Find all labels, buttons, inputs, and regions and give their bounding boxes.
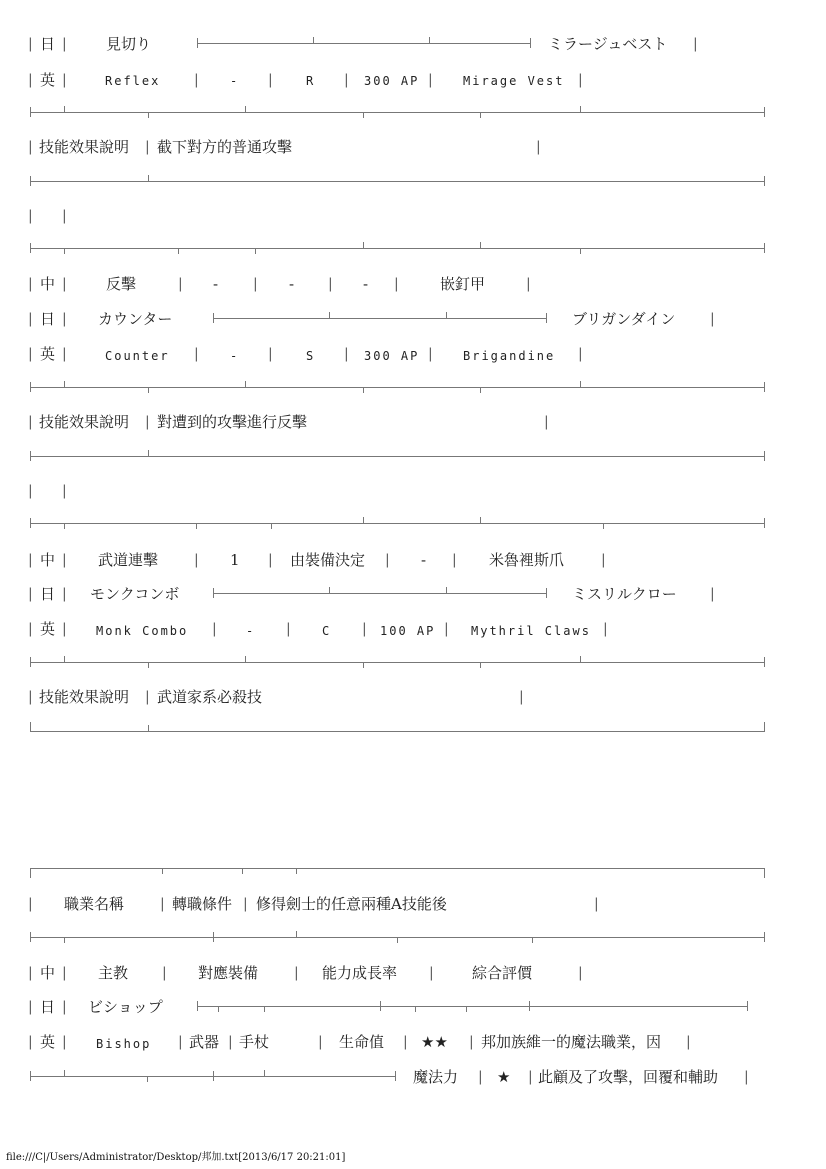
- tick: [480, 387, 481, 393]
- pipe: |: [318, 1034, 323, 1050]
- tick: [603, 523, 604, 529]
- skill-desc: 武道家系必殺技: [157, 688, 263, 706]
- skill-ap-en: 300 AP: [364, 74, 420, 88]
- pipe: |: [544, 414, 549, 430]
- tick: [580, 106, 581, 112]
- separator-line: [30, 387, 764, 388]
- pipe: |: [578, 965, 583, 981]
- separator-line: [213, 593, 546, 594]
- pipe: |: [294, 965, 299, 981]
- tick: [296, 868, 297, 874]
- tick: [148, 662, 149, 668]
- line-cap: [30, 932, 31, 942]
- tick: [64, 106, 65, 112]
- line-cap: [30, 382, 31, 392]
- pipe: |: [28, 414, 33, 430]
- skill-desc: 截下對方的普通攻擊: [157, 138, 293, 156]
- pipe: |: [594, 896, 599, 912]
- tick: [245, 106, 246, 112]
- table-top-line: [30, 868, 764, 869]
- tick: [363, 387, 364, 393]
- pipe: |: [710, 311, 715, 327]
- pipe: |: [403, 1034, 408, 1050]
- job-hp-label: 生命值: [339, 1033, 385, 1051]
- line-cap: [30, 518, 31, 528]
- tick: [580, 248, 581, 254]
- skill-col2-en: R: [306, 74, 316, 88]
- separator-line: [30, 662, 764, 663]
- job-weapon-label: 武器: [189, 1033, 220, 1051]
- pipe: |: [452, 552, 457, 568]
- tick: [429, 37, 430, 43]
- pipe: |: [62, 621, 67, 637]
- pipe: |: [162, 965, 167, 981]
- tick: [580, 656, 581, 662]
- separator-line: [30, 112, 764, 113]
- armor-name-zh: 嵌釘甲: [440, 275, 486, 293]
- job-mp-stars: ★: [497, 1068, 511, 1086]
- line-cap: [546, 588, 547, 598]
- tick: [148, 450, 149, 456]
- tick: [480, 112, 481, 118]
- tick: [313, 37, 314, 43]
- armor-name-ja: ミラージュベスト: [548, 35, 668, 53]
- pipe: |: [28, 552, 33, 568]
- pipe: |: [385, 552, 390, 568]
- tick: [148, 725, 149, 731]
- line-cap: [30, 722, 31, 732]
- page-footer-path: file:///C|/Users/Administrator/Desktop/邦加.txt[2013/6/17 20:21:01]: [6, 1152, 346, 1163]
- line-cap: [395, 1071, 396, 1081]
- tick: [329, 587, 330, 593]
- tick: [363, 242, 364, 248]
- pipe: |: [394, 276, 399, 292]
- tick: [64, 656, 65, 662]
- pipe: |: [28, 346, 33, 362]
- lang-label-ja: 日: [40, 998, 56, 1016]
- skill-col1-zh: 1: [230, 551, 240, 569]
- tick: [363, 112, 364, 118]
- pipe: |: [28, 999, 33, 1015]
- job-name-ja: ビショップ: [88, 998, 163, 1016]
- pipe: |: [344, 346, 349, 362]
- job-name-zh: 主教: [98, 964, 129, 982]
- line-cap: [30, 657, 31, 667]
- armor-name-en: Brigandine: [463, 349, 556, 363]
- separator-line: [30, 456, 764, 457]
- line-cap: [764, 107, 765, 117]
- line-cap: [30, 176, 31, 186]
- pipe: |: [62, 72, 67, 88]
- pipe: |: [268, 72, 273, 88]
- job-weapon-value: 手杖: [239, 1033, 270, 1051]
- tick: [64, 1070, 65, 1076]
- skill-name-zh: 反擊: [106, 275, 137, 293]
- tick: [271, 523, 272, 529]
- tick: [363, 517, 364, 523]
- lang-label-en: 英: [40, 345, 56, 363]
- tick: [64, 248, 65, 254]
- pipe: |: [526, 276, 531, 292]
- job-cond-value: 修得劍士的任意兩種A技能後: [256, 895, 447, 913]
- lang-label-ja: 日: [40, 35, 56, 53]
- pipe: |: [428, 72, 433, 88]
- skill-col1-zh: -: [213, 275, 219, 293]
- pipe: |: [28, 965, 33, 981]
- pipe: |: [145, 414, 150, 430]
- pipe: |: [145, 139, 150, 155]
- line-cap: [764, 451, 765, 461]
- skill-desc-label: 技能效果說明: [39, 413, 130, 431]
- tick: [397, 937, 398, 943]
- pipe: |: [744, 1069, 749, 1085]
- pipe: |: [62, 999, 67, 1015]
- pipe: |: [62, 311, 67, 327]
- pipe: |: [601, 552, 606, 568]
- pipe: |: [178, 1034, 183, 1050]
- tick: [329, 312, 330, 318]
- job-desc-line1: 邦加族維一的魔法職業，因: [481, 1033, 662, 1051]
- job-mp-label: 魔法力: [413, 1068, 459, 1086]
- skill-ap-en: 300 AP: [364, 349, 420, 363]
- pipe: |: [253, 276, 258, 292]
- tick: [162, 868, 163, 874]
- skill-desc-label: 技能效果說明: [39, 138, 130, 156]
- armor-name-ja: ミスリルクロー: [572, 585, 677, 603]
- pipe: |: [62, 586, 67, 602]
- lang-label-en: 英: [40, 1033, 56, 1051]
- armor-name-zh: 米魯裡斯爪: [489, 551, 565, 569]
- line-cap: [764, 868, 765, 878]
- lang-label-ja: 日: [40, 585, 56, 603]
- tick: [415, 1006, 416, 1012]
- tick: [64, 523, 65, 529]
- line-cap: [764, 243, 765, 253]
- job-name-en: Bishop: [96, 1037, 152, 1051]
- skill-col2-en: S: [306, 349, 316, 363]
- pipe: |: [194, 346, 199, 362]
- pipe: |: [328, 276, 333, 292]
- pipe: |: [62, 346, 67, 362]
- pipe: |: [519, 689, 524, 705]
- line-cap: [764, 657, 765, 667]
- job-header-rating: 綜合評價: [472, 964, 533, 982]
- armor-name-en: Mythril Claws: [471, 624, 591, 638]
- line-cap: [30, 868, 31, 878]
- line-cap: [30, 243, 31, 253]
- pipe: |: [62, 36, 67, 52]
- skill-name-en: Counter: [105, 349, 170, 363]
- pipe: |: [286, 621, 291, 637]
- pipe: |: [710, 586, 715, 602]
- line-cap: [213, 1071, 214, 1081]
- skill-ap-en: 100 AP: [380, 624, 436, 638]
- pipe: |: [268, 552, 273, 568]
- skill-name-zh: 武道連擊: [98, 551, 159, 569]
- pipe: |: [62, 1034, 67, 1050]
- pipe: |: [62, 483, 67, 499]
- pipe: |: [428, 346, 433, 362]
- skill-col1-en: -: [230, 74, 240, 88]
- pipe: |: [28, 208, 33, 224]
- pipe: |: [603, 621, 608, 637]
- line-cap: [30, 451, 31, 461]
- lang-label-en: 英: [40, 71, 56, 89]
- armor-name-ja: ブリガンダイン: [572, 310, 676, 328]
- pipe: |: [28, 36, 33, 52]
- pipe: |: [160, 896, 165, 912]
- skill-name-ja: モンクコンボ: [90, 585, 180, 603]
- tick: [264, 1070, 265, 1076]
- pipe: |: [194, 72, 199, 88]
- skill-col1-en: -: [246, 624, 256, 638]
- lang-label-zh: 中: [40, 551, 56, 569]
- tick: [446, 587, 447, 593]
- pipe: |: [28, 276, 33, 292]
- line-cap: [529, 1001, 530, 1011]
- skill-col2-zh: 由裝備決定: [290, 551, 366, 569]
- lang-label-zh: 中: [40, 964, 56, 982]
- pipe: |: [62, 965, 67, 981]
- line-cap: [764, 518, 765, 528]
- tick: [147, 1076, 148, 1082]
- skill-col2-zh: -: [289, 275, 295, 293]
- pipe: |: [28, 483, 33, 499]
- pipe: |: [145, 689, 150, 705]
- skill-desc: 對遭到的攻擊進行反擊: [157, 413, 308, 431]
- tick: [264, 1006, 265, 1012]
- pipe: |: [429, 965, 434, 981]
- pipe: |: [28, 586, 33, 602]
- tick: [296, 931, 297, 937]
- lang-label-zh: 中: [40, 275, 56, 293]
- tick: [480, 517, 481, 523]
- tick: [218, 1006, 219, 1012]
- pipe: |: [28, 72, 33, 88]
- pipe: |: [62, 552, 67, 568]
- skill-col2-en: C: [322, 624, 332, 638]
- job-hp-stars: ★★: [421, 1033, 448, 1051]
- pipe: |: [469, 1034, 474, 1050]
- skill-col3-zh: -: [363, 275, 369, 293]
- tick: [245, 656, 246, 662]
- line-cap: [546, 313, 547, 323]
- pipe: |: [28, 311, 33, 327]
- job-name-header: 職業名稱: [64, 895, 125, 913]
- tick: [196, 523, 197, 529]
- line-cap: [530, 38, 531, 48]
- pipe: |: [212, 621, 217, 637]
- tick: [446, 312, 447, 318]
- line-cap: [380, 1001, 381, 1011]
- pipe: |: [536, 139, 541, 155]
- line-cap: [764, 932, 765, 942]
- table-bottom-line: [30, 731, 764, 732]
- tick: [148, 112, 149, 118]
- pipe: |: [62, 208, 67, 224]
- pipe: |: [28, 689, 33, 705]
- line-cap: [30, 107, 31, 117]
- line-cap: [213, 932, 214, 942]
- pipe: |: [28, 621, 33, 637]
- lang-label-ja: 日: [40, 310, 56, 328]
- tick: [580, 381, 581, 387]
- tick: [148, 175, 149, 181]
- pipe: |: [344, 72, 349, 88]
- pipe: |: [578, 346, 583, 362]
- separator-line: [213, 318, 546, 319]
- tick: [148, 387, 149, 393]
- job-cond-header: 轉職條件: [172, 895, 233, 913]
- tick: [64, 937, 65, 943]
- pipe: |: [268, 346, 273, 362]
- line-cap: [747, 1001, 748, 1011]
- separator-line: [30, 181, 764, 182]
- skill-name-en: Monk Combo: [96, 624, 189, 638]
- tick: [480, 662, 481, 668]
- pipe: |: [243, 896, 248, 912]
- line-cap: [764, 722, 765, 732]
- tick: [363, 662, 364, 668]
- pipe: |: [28, 896, 33, 912]
- skill-col1-en: -: [230, 349, 240, 363]
- tick: [64, 381, 65, 387]
- job-desc-line2: 此顧及了攻擊，回覆和輔助: [538, 1068, 719, 1086]
- pipe: |: [194, 552, 199, 568]
- pipe: |: [178, 276, 183, 292]
- pipe: |: [478, 1069, 483, 1085]
- pipe: |: [686, 1034, 691, 1050]
- armor-name-en: Mirage Vest: [463, 74, 565, 88]
- pipe: |: [528, 1069, 533, 1085]
- separator-line: [30, 523, 764, 524]
- separator-line: [197, 1006, 747, 1007]
- tick: [532, 937, 533, 943]
- skill-col3-zh: -: [421, 551, 427, 569]
- tick: [245, 381, 246, 387]
- separator-line: [197, 43, 530, 44]
- pipe: |: [28, 1034, 33, 1050]
- pipe: |: [362, 621, 367, 637]
- lang-label-en: 英: [40, 620, 56, 638]
- skill-name-ja: 見切り: [106, 35, 152, 53]
- tick: [480, 242, 481, 248]
- separator-line: [30, 248, 764, 249]
- skill-name-ja: カウンター: [98, 310, 173, 328]
- line-cap: [764, 176, 765, 186]
- pipe: |: [444, 621, 449, 637]
- tick: [255, 248, 256, 254]
- pipe: |: [693, 36, 698, 52]
- tick: [466, 1006, 467, 1012]
- job-header-growth: 能力成長率: [322, 964, 398, 982]
- pipe: |: [578, 72, 583, 88]
- pipe: |: [62, 276, 67, 292]
- line-cap: [764, 382, 765, 392]
- job-header-equip: 對應裝備: [198, 964, 259, 982]
- tick: [242, 868, 243, 874]
- skill-desc-label: 技能效果說明: [39, 688, 130, 706]
- skill-name-en: Reflex: [105, 74, 161, 88]
- pipe: |: [228, 1034, 233, 1050]
- tick: [178, 248, 179, 254]
- pipe: |: [28, 139, 33, 155]
